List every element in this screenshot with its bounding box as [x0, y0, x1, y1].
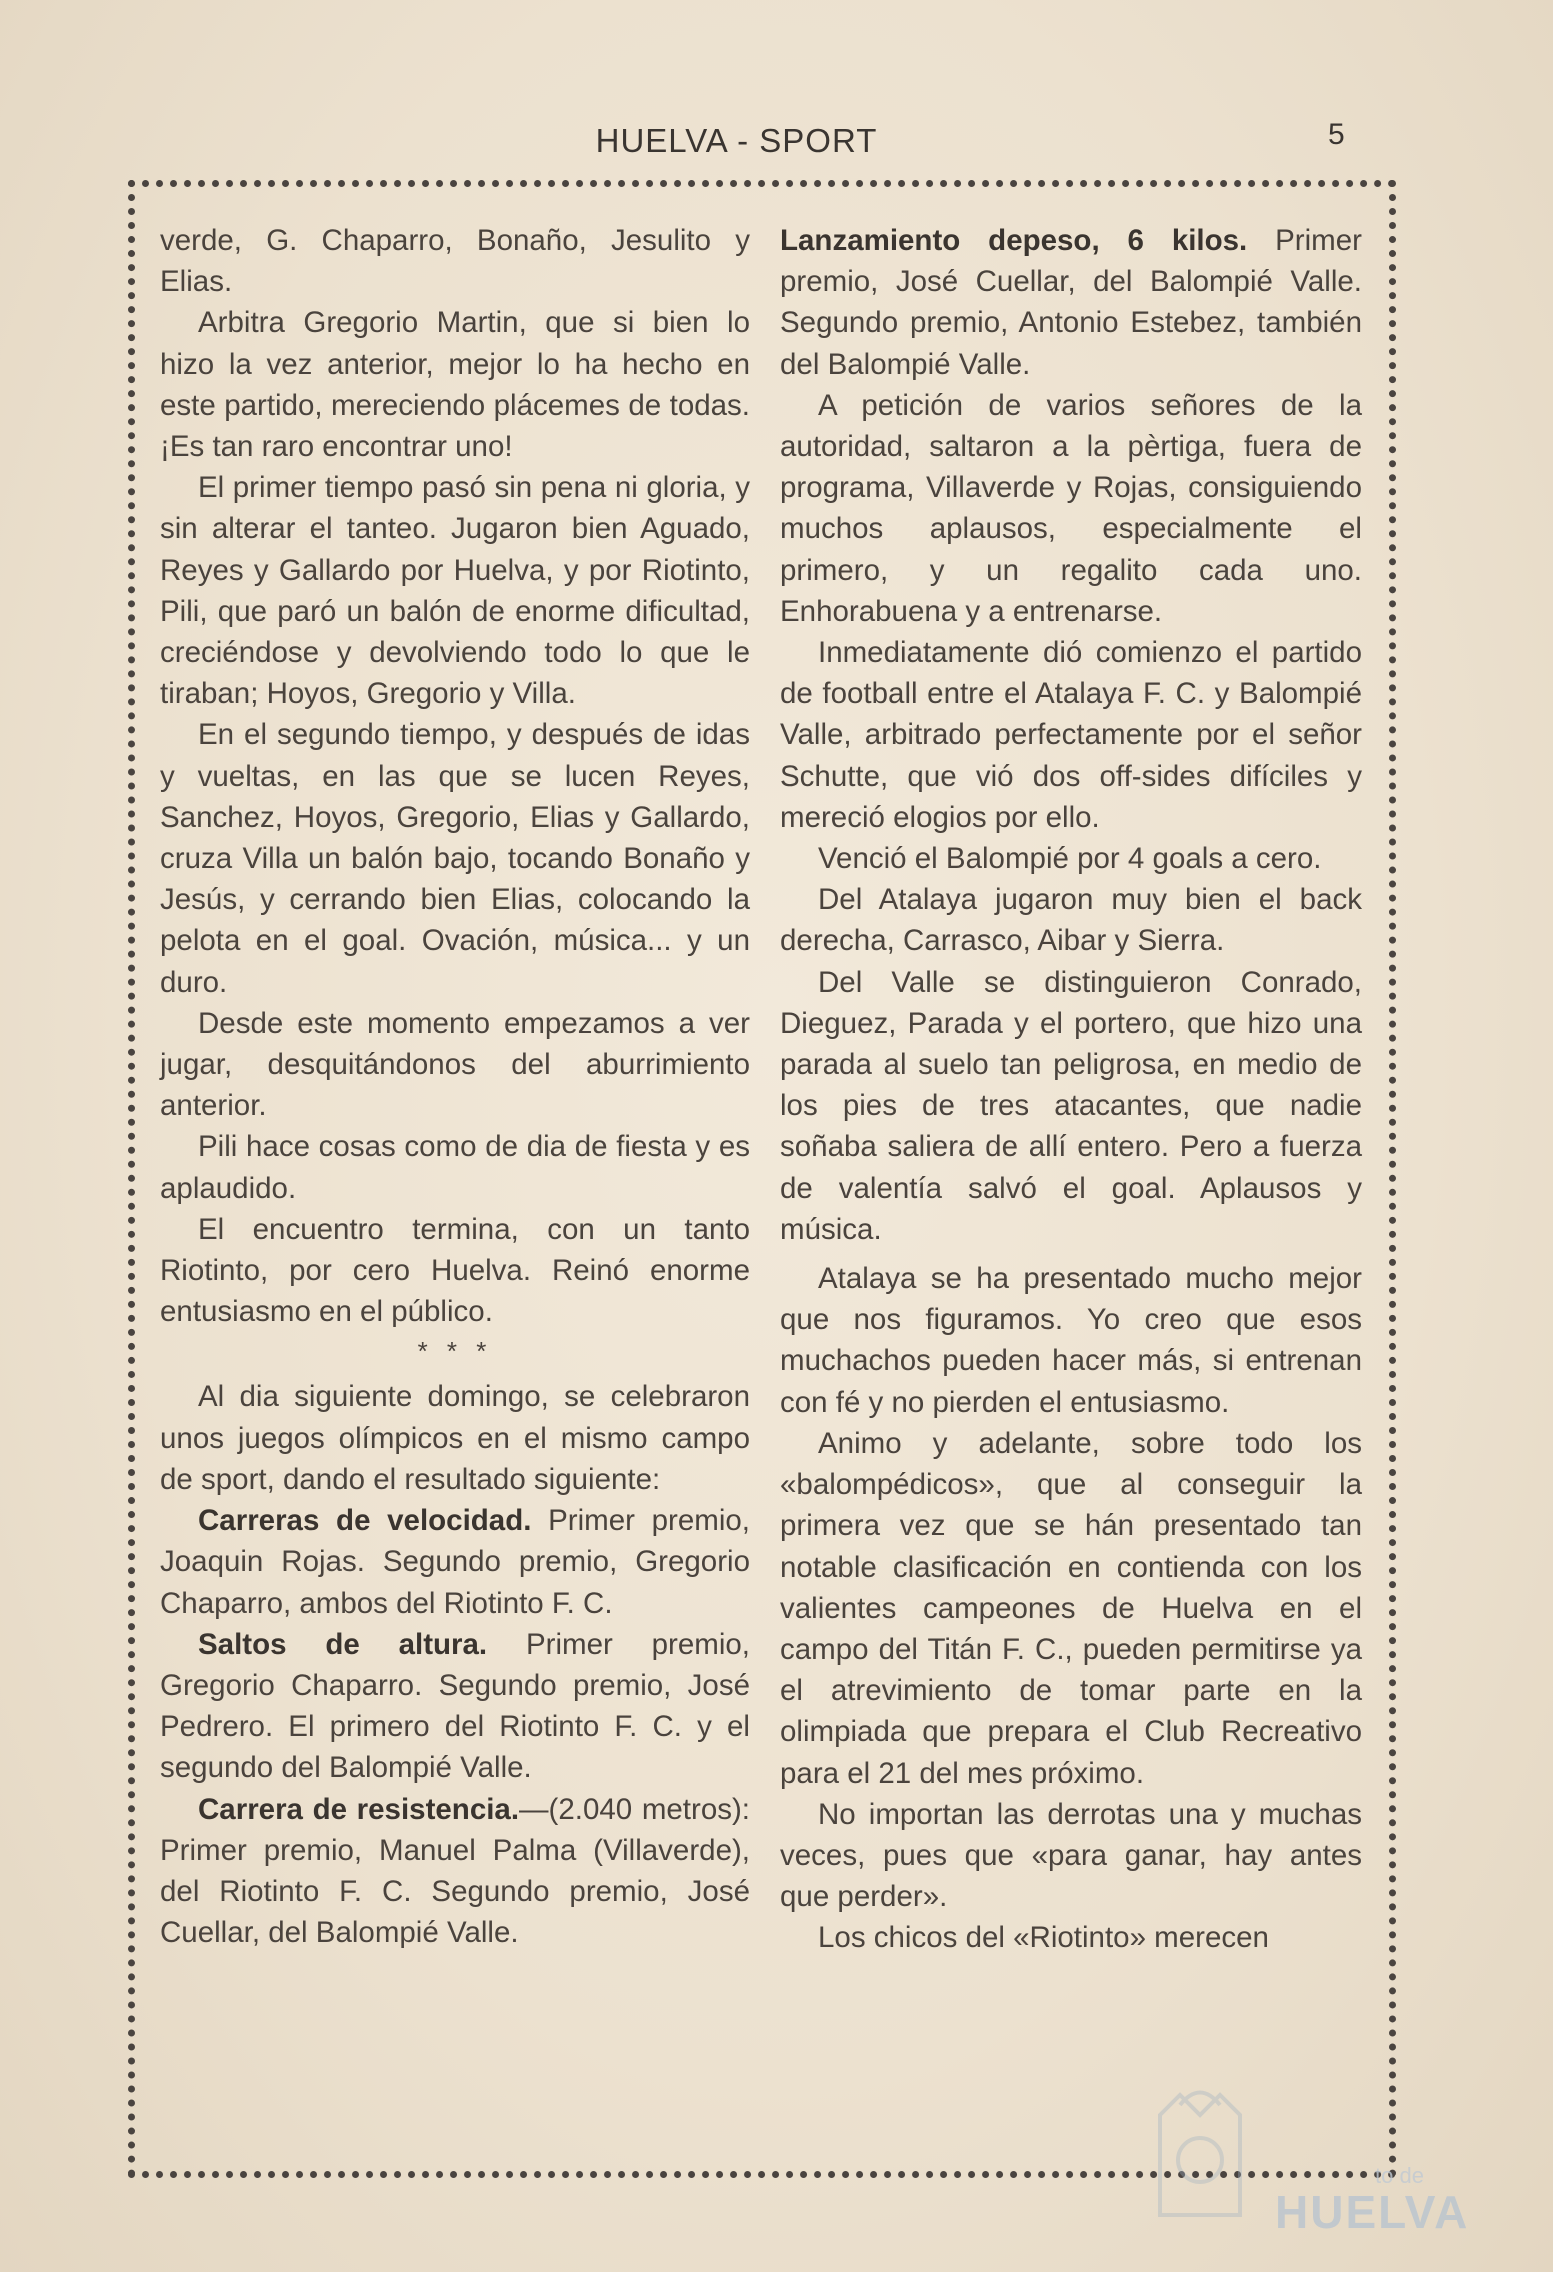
watermark-caption: to de — [1375, 2163, 1424, 2188]
paragraph: Lanzamiento depeso, 6 kilos. Primer premio, José Cuellar, del Balompié Valle. Segundo premio, Antonio Estebez, también del Balompié Valle. — [780, 224, 1362, 381]
paragraph: Carreras de velocidad. Primer premio, Joaquin Rojas. Segundo premio, Gregorio Chaparro, ambos del Riotinto F. C. — [160, 1504, 750, 1620]
paragraph: Pili hace cosas como de dia de fiesta y es aplaudido. — [160, 1130, 750, 1205]
paragraph: Inmediatamente dió comienzo el partido de football entre el Atalaya F. C. y Balompié Valle, arbitrado perfectamente por el señor Schutte, que vió dos off-sides difíciles y mereció elogios por ello. — [780, 636, 1362, 834]
paragraph: Venció el Balompié por 4 goals a cero. — [818, 842, 1322, 876]
section-separator: * * * — [417, 1336, 493, 1367]
paragraph: Los chicos del «Riotinto» merecen — [818, 1921, 1269, 1955]
left-column — [160, 220, 750, 1953]
event-heading: Lanzamiento depeso, 6 kilos. — [780, 224, 1248, 257]
paragraph: verde, G. Chaparro, Bonaño, Jesulito y Elias. — [160, 224, 750, 299]
page-header — [0, 118, 1553, 168]
right-column — [780, 220, 1362, 1959]
publication-title: HUELVA - SPORT — [595, 122, 878, 159]
paragraph: Del Valle se distinguieron Conrado, Dieguez, Parada y el portero, que hizo una parada al suelo tan peligrosa, en medio de los pies de tres atacantes, que nadie soñaba saliera de allí entero. Pero a fuerza de valentía salvó el goal. Aplausos y música. — [780, 965, 1362, 1246]
paragraph: El encuentro termina, con un tanto Riotinto, por cero Huelva. Reinó enorme entusiasmo en el público. — [160, 1212, 750, 1329]
paragraph: Al dia siguiente domingo, se celebraron unos juegos olímpicos en el mismo campo de sport, dando el resultado siguiente: — [160, 1380, 750, 1496]
paragraph: Saltos de altura. Primer premio, Gregorio Chaparro. Segundo premio, José Pedrero. El primero del Riotinto F. C. y el segundo del Balompié Valle. — [160, 1627, 750, 1785]
paragraph: El primer tiempo pasó sin pena ni gloria, y sin alterar el tanteo. Jugaron bien Aguado, Reyes y Gallardo por Huelva, y por Riotinto, Pili, que paró un balón de enorme dificultad, creciéndose y devolviendo todo lo que le tiraban; Hoyos, Gregorio y Villa. — [160, 471, 750, 711]
paragraph: Carrera de resistencia.—(2.040 metros): Primer premio, Manuel Palma (Villaverde), del Riotinto F. C. Segundo premio, José Cuellar, del Balompié Valle. — [160, 1792, 750, 1950]
paragraph: En el segundo tiempo, y después de idas y vueltas, en las que se lucen Reyes, Sanchez, Hoyos, Gregorio, Elias y Gallardo, cruza Villa un balón bajo, tocando Bonaño y Jesús, y cerrando bien Elias, colocando la pelota en el goal. Ovación, música... y un duro. — [160, 718, 750, 999]
page-number: 5 — [1328, 118, 1345, 151]
paragraph: Arbitra Gregorio Martin, que si bien lo hizo la vez anterior, mejor lo ha hecho en este partido, mereciendo plácemes de todas. ¡Es tan raro encontrar uno! — [160, 306, 750, 464]
paragraph: Animo y adelante, sobre todo los «balompédicos», que al conseguir la primera vez que se hán presentado tan notable clasificación en contienda con los valientes campeones de Huelva en el campo del Titán F. C., pueden permitirse ya el atrevimiento de tomar parte en la olimpiada que prepara el Club Recreativo para el 21 del mes próximo. — [780, 1426, 1362, 1790]
paragraph: Atalaya se ha presentado mucho mejor que nos figuramos. Yo creo que esos muchachos pueden hacer más, si entrenan con fé y no pierden el entusiasmo. — [780, 1262, 1362, 1419]
event-heading: Carreras de velocidad. — [198, 1504, 532, 1538]
watermark-huelva: HUELVA — [1275, 2186, 1470, 2238]
paragraph: A petición de varios señores de la autoridad, saltaron a la pèrtiga, fuera de programa, Villaverde y Rojas, consiguiendo muchos aplausos, especialmente el primero, y un regalito cada uno. Enhorabuena y a entrenarse. — [780, 388, 1362, 628]
event-heading: Carrera de resistencia. — [198, 1792, 520, 1826]
paragraph: No importan las derrotas una y muchas veces, pues que «para ganar, hay antes que perder». — [780, 1797, 1362, 1914]
paragraph: Del Atalaya jugaron muy bien el back derecha, Carrasco, Aibar y Sierra. — [780, 883, 1362, 958]
paragraph: Desde este momento empezamos a ver jugar, desquitándonos del aburrimiento anterior. — [160, 1006, 750, 1123]
event-heading: Saltos de altura. — [198, 1627, 488, 1661]
